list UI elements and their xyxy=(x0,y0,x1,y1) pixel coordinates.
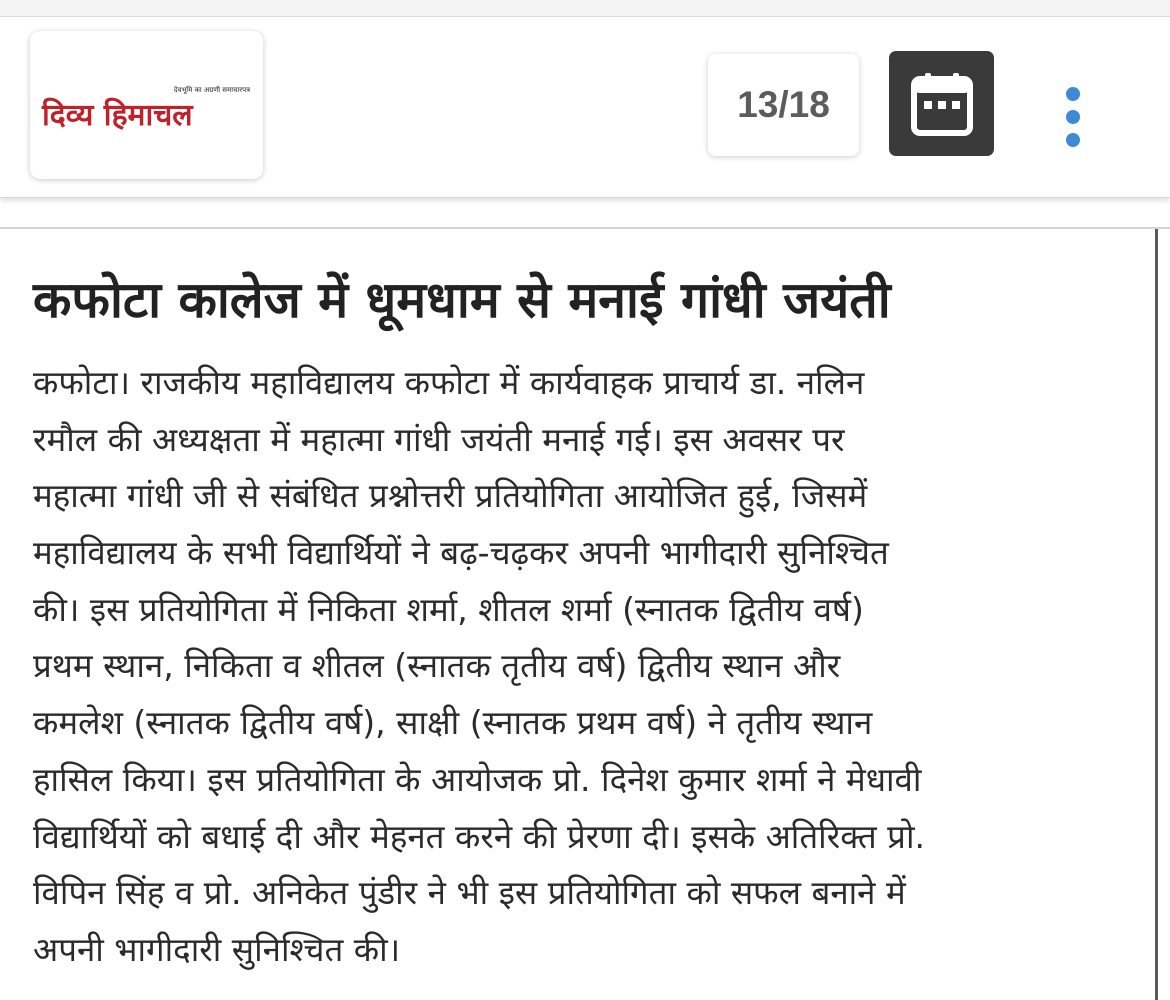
article-line: रमौल की अध्यक्षता में महात्मा गांधी जयंती मनाई गई। इस अवसर पर xyxy=(33,419,845,459)
article-line: हासिल किया। इस प्रतियोगिता के आयोजक प्रो. दिनेश कुमार शर्मा ने मेधावी xyxy=(33,759,922,799)
page-indicator[interactable]: 13/18 xyxy=(708,54,859,156)
article-line: अपनी भागीदारी सुनिश्चित की। xyxy=(33,929,401,969)
cropped-text-top xyxy=(44,233,334,245)
status-strip xyxy=(0,0,1170,17)
cropped-text-bottom xyxy=(36,989,936,1000)
calendar-button[interactable] xyxy=(889,51,994,156)
newspaper-page[interactable] xyxy=(0,227,1170,1000)
article-line: विद्यार्थियों को बधाई दी और मेहनत करने की प्रेरणा दी। इसके अतिरिक्त प्रो. xyxy=(33,816,926,856)
article-line: महात्मा गांधी जी से संबंधित प्रश्नोत्तरी प्रतियोगिता आयोजित हुई, जिसमें xyxy=(33,476,868,516)
calendar-icon xyxy=(911,71,973,137)
article-body xyxy=(33,355,1138,979)
article-line: प्रथम स्थान, निकिता व शीतल (स्नातक तृतीय वर्ष) द्वितीय स्थान और xyxy=(33,646,841,686)
article-line: विपिन सिंह व प्रो. अनिकेत पुंडीर ने भी इस प्रतियोगिता को सफल बनाने में xyxy=(33,873,906,913)
publication-logo[interactable] xyxy=(30,31,263,179)
app-header xyxy=(0,17,1170,198)
article-line: कफोटा। राजकीय महाविद्यालय कफोटा में कार्यवाहक प्राचार्य डा. नलिन xyxy=(33,363,865,402)
more-options-button[interactable] xyxy=(1045,87,1101,157)
logo-text: दिव्य हिमाचल xyxy=(42,98,193,133)
logo-tagline: देवभूमि का अग्रणी समाचारपत्र xyxy=(173,86,250,94)
article-line: कमलेश (स्नातक द्वितीय वर्ष), साक्षी (स्नातक प्रथम वर्ष) ने तृतीय स्थान xyxy=(33,703,873,743)
article-line: महाविद्यालय के सभी विद्यार्थियों ने बढ़-चढ़कर अपनी भागीदारी सुनिश्चित xyxy=(33,533,889,573)
more-vertical-icon xyxy=(1045,87,1101,157)
article-line: की। इस प्रतियोगिता में निकिता शर्मा, शीतल शर्मा (स्नातक द्वितीय वर्ष) xyxy=(33,589,864,629)
article-headline: कफोटा कालेज में धूमधाम से मनाई गांधी जयंती xyxy=(33,271,891,329)
column-divider xyxy=(1155,229,1158,1000)
